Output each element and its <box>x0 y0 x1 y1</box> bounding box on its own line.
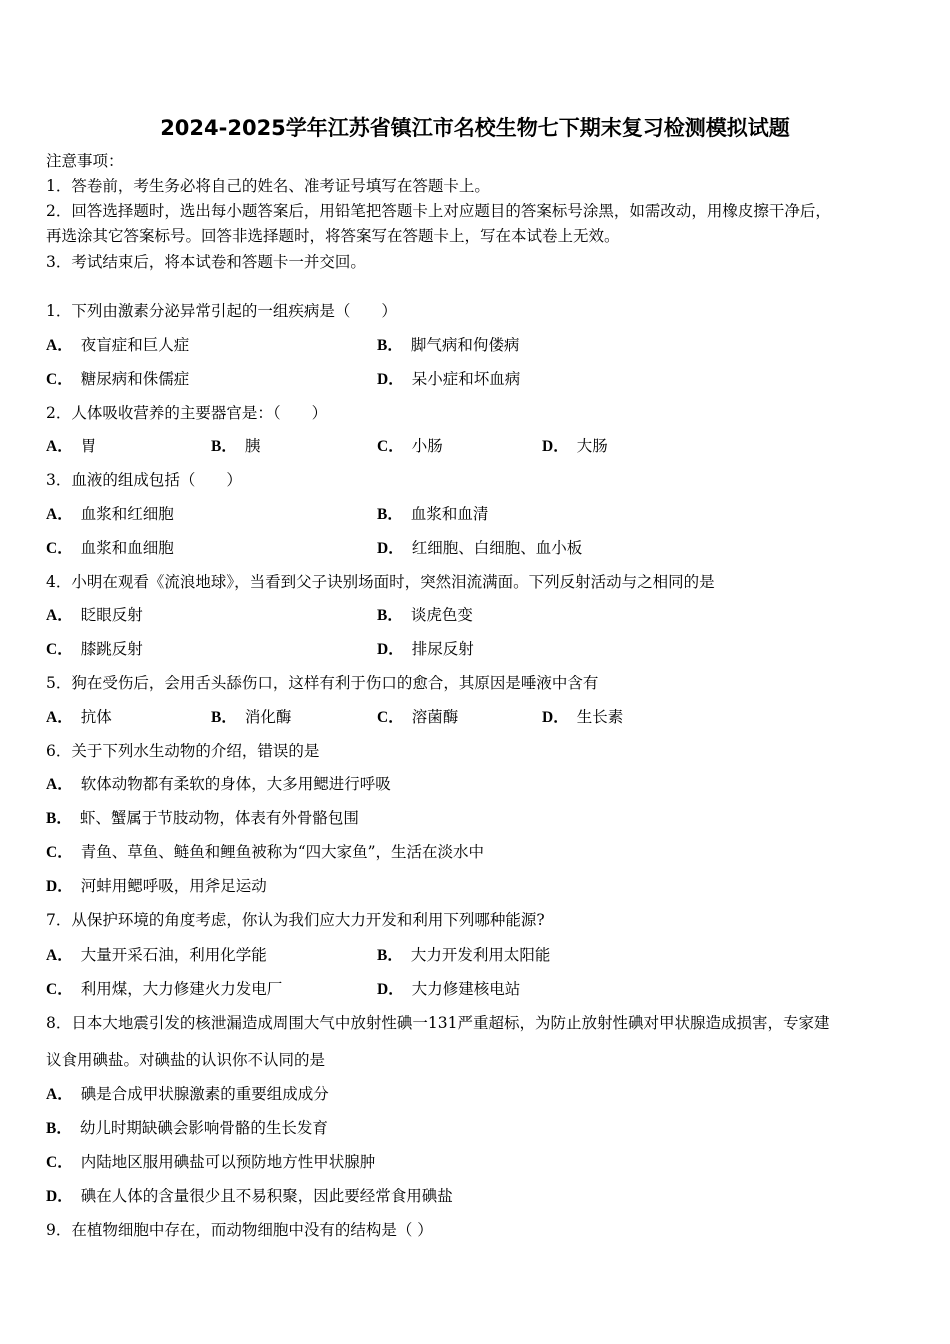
option-c <box>377 436 443 457</box>
notice-item: 3．考试结束后，将本试卷和答题卡一并交回。 <box>46 253 366 271</box>
option-text: 夜盲症和巨人症 <box>80 336 190 354</box>
option-text: 抗体 <box>80 708 112 726</box>
option-text: 胃 <box>80 437 97 455</box>
option-text: 小肠 <box>411 437 443 455</box>
option-text: 红细胞、白细胞、血小板 <box>411 539 583 557</box>
option-c <box>46 842 484 863</box>
option-letter: A． <box>46 947 73 964</box>
notice-item: 2．回答选择题时，选出每小题答案后，用铅笔把答题卡上对应题目的答案标号涂黑，如需改动，用橡皮擦干净后， <box>46 202 831 220</box>
option-b <box>377 335 519 356</box>
option-text: 血浆和红细胞 <box>80 505 174 523</box>
question-stem: 1．下列由激素分泌异常引起的一组疾病是（ ） <box>46 302 397 320</box>
option-letter: D． <box>377 540 404 557</box>
option-b <box>211 707 291 728</box>
option-b <box>46 808 359 829</box>
option-text: 消化酶 <box>244 708 292 726</box>
option-text: 软体动物都有柔软的身体，大多用鳃进行呼吸 <box>80 775 391 793</box>
option-a <box>46 707 112 728</box>
option-letter: D． <box>46 1188 73 1205</box>
option-text: 河蚌用鳃呼吸，用斧足运动 <box>80 877 267 895</box>
option-text: 血浆和血细胞 <box>80 539 174 557</box>
option-b <box>377 605 473 626</box>
question-stem: 议食用碘盐。对碘盐的认识你不认同的是 <box>46 1051 326 1069</box>
option-text: 膝跳反射 <box>80 640 143 658</box>
option-b <box>377 945 550 966</box>
option-letter: B． <box>377 947 403 964</box>
option-letter: A． <box>46 776 73 793</box>
option-b <box>46 1118 328 1139</box>
option-a <box>46 504 174 525</box>
option-letter: B． <box>46 1120 72 1137</box>
question-stem: 9．在植物细胞中存在，而动物细胞中没有的结构是（ ） <box>46 1221 433 1239</box>
option-c <box>46 538 174 559</box>
option-text: 糖尿病和侏儒症 <box>80 370 190 388</box>
option-letter: D． <box>46 878 73 895</box>
option-letter: B． <box>211 709 237 726</box>
question-stem: 5．狗在受伤后，会用舌头舔伤口，这样有利于伤口的愈合，其原因是唾液中含有 <box>46 674 599 692</box>
option-text: 脚气病和佝偻病 <box>410 336 520 354</box>
notice-heading: 注意事项： <box>46 152 124 170</box>
option-text: 幼儿时期缺碘会影响骨骼的生长发育 <box>79 1119 328 1137</box>
option-text: 大量开采石油，利用化学能 <box>80 946 267 964</box>
option-b <box>211 436 260 457</box>
question-stem: 7．从保护环境的角度考虑，你认为我们应大力开发和利用下列哪种能源? <box>46 911 545 929</box>
option-c <box>46 369 189 390</box>
option-letter: D． <box>377 981 404 998</box>
notice-item: 1．答卷前，考生务必将自己的姓名、准考证号填写在答题卡上。 <box>46 177 490 195</box>
option-a <box>46 1084 329 1105</box>
option-text: 青鱼、草鱼、鲢鱼和鲤鱼被称为“四大家鱼”，生活在淡水中 <box>80 843 485 861</box>
option-letter: A． <box>46 506 73 523</box>
option-letter: A． <box>46 1086 73 1103</box>
option-text: 呆小症和坏血病 <box>411 370 521 388</box>
option-a <box>46 605 143 626</box>
option-letter: C． <box>46 371 73 388</box>
option-letter: C． <box>46 540 73 557</box>
question-stem: 6．关于下列水生动物的介绍，错误的是 <box>46 742 320 760</box>
option-letter: B． <box>377 607 403 624</box>
option-a <box>46 436 96 457</box>
option-a <box>46 335 189 356</box>
option-text: 生长素 <box>576 708 624 726</box>
notice-item: 再选涂其它答案标号。回答非选择题时，将答案写在答题卡上，写在本试卷上无效。 <box>46 227 620 245</box>
option-d <box>377 639 474 660</box>
option-letter: B． <box>377 506 403 523</box>
option-text: 胰 <box>244 437 261 455</box>
option-c <box>46 979 282 1000</box>
option-text: 大力修建核电站 <box>411 980 521 998</box>
question-stem: 4．小明在观看《流浪地球》，当看到父子诀别场面时，突然泪流满面。下列反射活动与之相同的是 <box>46 573 715 591</box>
option-text: 碘在人体的含量很少且不易积聚，因此要经常食用碘盐 <box>80 1187 453 1205</box>
option-text: 血浆和血清 <box>410 505 489 523</box>
option-letter: C． <box>46 641 73 658</box>
option-d <box>542 436 608 457</box>
option-text: 利用煤，大力修建火力发电厂 <box>80 980 283 998</box>
option-d <box>377 979 520 1000</box>
option-letter: B． <box>46 810 72 827</box>
option-text: 眨眼反射 <box>80 606 143 624</box>
option-letter: B． <box>377 337 403 354</box>
option-d <box>46 876 267 897</box>
option-letter: A． <box>46 438 73 455</box>
option-letter: B． <box>211 438 237 455</box>
option-b <box>377 504 488 525</box>
option-letter: C． <box>46 981 73 998</box>
question-stem: 2．人体吸收营养的主要器官是：（ ） <box>46 404 328 422</box>
option-d <box>542 707 623 728</box>
option-c <box>46 639 143 660</box>
option-letter: D． <box>542 709 569 726</box>
option-letter: C． <box>377 709 404 726</box>
option-letter: A． <box>46 607 73 624</box>
option-text: 谈虎色变 <box>410 606 473 624</box>
option-text: 溶菌酶 <box>411 708 459 726</box>
option-letter: C． <box>46 1154 73 1171</box>
option-d <box>377 369 520 390</box>
option-letter: D． <box>377 641 404 658</box>
option-c <box>377 707 458 728</box>
option-d <box>377 538 582 559</box>
option-a <box>46 774 391 795</box>
option-text: 碘是合成甲状腺激素的重要组成成分 <box>80 1085 329 1103</box>
option-letter: C． <box>46 844 73 861</box>
option-text: 大力开发利用太阳能 <box>410 946 551 964</box>
option-letter: C． <box>377 438 404 455</box>
question-stem: 8．日本大地震引发的核泄漏造成周围大气中放射性碘一131严重超标，为防止放射性碘对甲状腺造成损害，专家建 <box>46 1014 830 1032</box>
option-text: 排尿反射 <box>411 640 474 658</box>
option-letter: A． <box>46 709 73 726</box>
option-c <box>46 1152 375 1173</box>
option-letter: D． <box>377 371 404 388</box>
option-text: 内陆地区服用碘盐可以预防地方性甲状腺肿 <box>80 1153 376 1171</box>
option-letter: D． <box>542 438 569 455</box>
option-text: 虾、蟹属于节肢动物，体表有外骨骼包围 <box>79 809 359 827</box>
option-letter: A． <box>46 337 73 354</box>
question-stem: 3．血液的组成包括（ ） <box>46 471 242 489</box>
page-title: 2024-2025学年江苏省镇江市名校生物七下期末复习检测模拟试题 <box>160 116 790 140</box>
option-text: 大肠 <box>576 437 608 455</box>
option-a <box>46 945 267 966</box>
option-d <box>46 1186 453 1207</box>
